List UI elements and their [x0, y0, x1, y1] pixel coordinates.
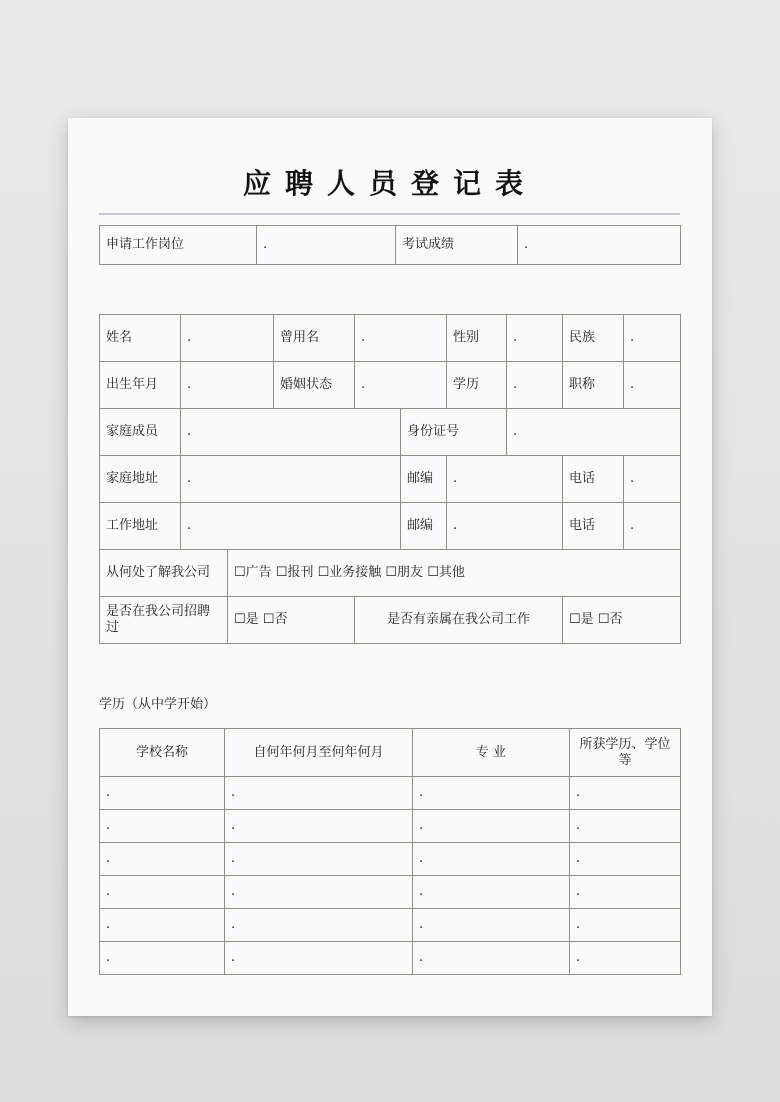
applied-before-label: 是否在我公司招聘过 [100, 597, 228, 644]
source-ad-checkbox[interactable]: ☐广告 [234, 565, 272, 580]
header-major: 专 业 [413, 729, 570, 777]
ethnicity-label: 民族 [563, 315, 624, 362]
work-phone-field[interactable]: . [624, 503, 681, 550]
work-address-field[interactable]: . [181, 503, 401, 550]
header-period: 自何年何月至何年何月 [225, 729, 413, 777]
degree-cell[interactable]: . [570, 810, 681, 843]
relatives-no-checkbox[interactable]: ☐否 [597, 612, 623, 627]
source-label: 从何处了解我公司 [100, 550, 228, 597]
table-row [100, 843, 681, 876]
major-cell[interactable]: . [413, 810, 570, 843]
relatives-options [563, 597, 681, 644]
degree-cell[interactable]: . [570, 843, 681, 876]
school-cell[interactable]: . [100, 810, 225, 843]
header-degree: 所获学历、学位等 [570, 729, 681, 777]
id-number-label: 身份证号 [401, 409, 507, 456]
position-field[interactable]: . [257, 226, 396, 265]
table-row [100, 810, 681, 843]
period-cell[interactable]: . [225, 810, 413, 843]
education-table [99, 728, 681, 975]
period-cell[interactable]: . [225, 777, 413, 810]
major-cell[interactable]: . [413, 843, 570, 876]
work-phone-label: 电话 [563, 503, 624, 550]
form-title: 应聘人员登记表 [242, 167, 537, 200]
family-field[interactable]: . [181, 409, 401, 456]
education-section-label: 学历（从中学开始） [99, 697, 217, 712]
birth-label: 出生年月 [100, 362, 181, 409]
source-options [228, 550, 681, 597]
work-address-label: 工作地址 [100, 503, 181, 550]
marital-field[interactable]: . [355, 362, 447, 409]
marital-label: 婚姻状态 [274, 362, 355, 409]
position-table [99, 225, 681, 265]
position-label: 申请工作岗位 [100, 226, 257, 265]
education-field[interactable]: . [507, 362, 563, 409]
home-address-label: 家庭地址 [100, 456, 181, 503]
table-row [100, 909, 681, 942]
personal-info-table [99, 314, 681, 644]
applied-before-options [228, 597, 355, 644]
gender-field[interactable]: . [507, 315, 563, 362]
school-cell[interactable]: . [100, 909, 225, 942]
period-cell[interactable]: . [225, 876, 413, 909]
degree-cell[interactable]: . [570, 909, 681, 942]
name-label: 姓名 [100, 315, 181, 362]
major-cell[interactable]: . [413, 777, 570, 810]
period-cell[interactable]: . [225, 909, 413, 942]
title-divider [99, 213, 680, 215]
relatives-label: 是否有亲属在我公司工作 [355, 597, 563, 644]
applied-yes-checkbox[interactable]: ☐是 [234, 612, 259, 627]
source-other-checkbox[interactable]: ☐其他 [427, 565, 465, 580]
former-name-field[interactable]: . [355, 315, 447, 362]
school-cell[interactable]: . [100, 876, 225, 909]
name-field[interactable]: . [181, 315, 274, 362]
home-phone-label: 电话 [563, 456, 624, 503]
job-title-field[interactable]: . [624, 362, 681, 409]
relatives-yes-checkbox[interactable]: ☐是 [569, 612, 594, 627]
family-label: 家庭成员 [100, 409, 181, 456]
education-label: 学历 [447, 362, 507, 409]
degree-cell[interactable]: . [570, 876, 681, 909]
ethnicity-field[interactable]: . [624, 315, 681, 362]
major-cell[interactable]: . [413, 876, 570, 909]
work-zip-field[interactable]: . [447, 503, 563, 550]
source-business-checkbox[interactable]: ☐业务接触 [317, 565, 382, 580]
degree-cell[interactable]: . [570, 942, 681, 975]
degree-cell[interactable]: . [570, 777, 681, 810]
form-paper [68, 118, 712, 1016]
job-title-label: 职称 [563, 362, 624, 409]
applied-no-checkbox[interactable]: ☐否 [262, 612, 288, 627]
gender-label: 性别 [447, 315, 507, 362]
score-field[interactable]: . [518, 226, 681, 265]
birth-field[interactable]: . [181, 362, 274, 409]
period-cell[interactable]: . [225, 942, 413, 975]
major-cell[interactable]: . [413, 942, 570, 975]
source-newspaper-checkbox[interactable]: ☐报刊 [275, 565, 314, 580]
score-label: 考试成绩 [396, 226, 518, 265]
id-number-field[interactable]: . [507, 409, 681, 456]
home-zip-label: 邮编 [401, 456, 447, 503]
home-phone-field[interactable]: . [624, 456, 681, 503]
source-friend-checkbox[interactable]: ☐朋友 [385, 565, 424, 580]
school-cell[interactable]: . [100, 942, 225, 975]
work-zip-label: 邮编 [401, 503, 447, 550]
school-cell[interactable]: . [100, 843, 225, 876]
home-zip-field[interactable]: . [447, 456, 563, 503]
home-address-field[interactable]: . [181, 456, 401, 503]
former-name-label: 曾用名 [274, 315, 355, 362]
header-school: 学校名称 [100, 729, 225, 777]
period-cell[interactable]: . [225, 843, 413, 876]
table-row [100, 777, 681, 810]
school-cell[interactable]: . [100, 777, 225, 810]
table-row [100, 942, 681, 975]
major-cell[interactable]: . [413, 909, 570, 942]
table-row [100, 876, 681, 909]
